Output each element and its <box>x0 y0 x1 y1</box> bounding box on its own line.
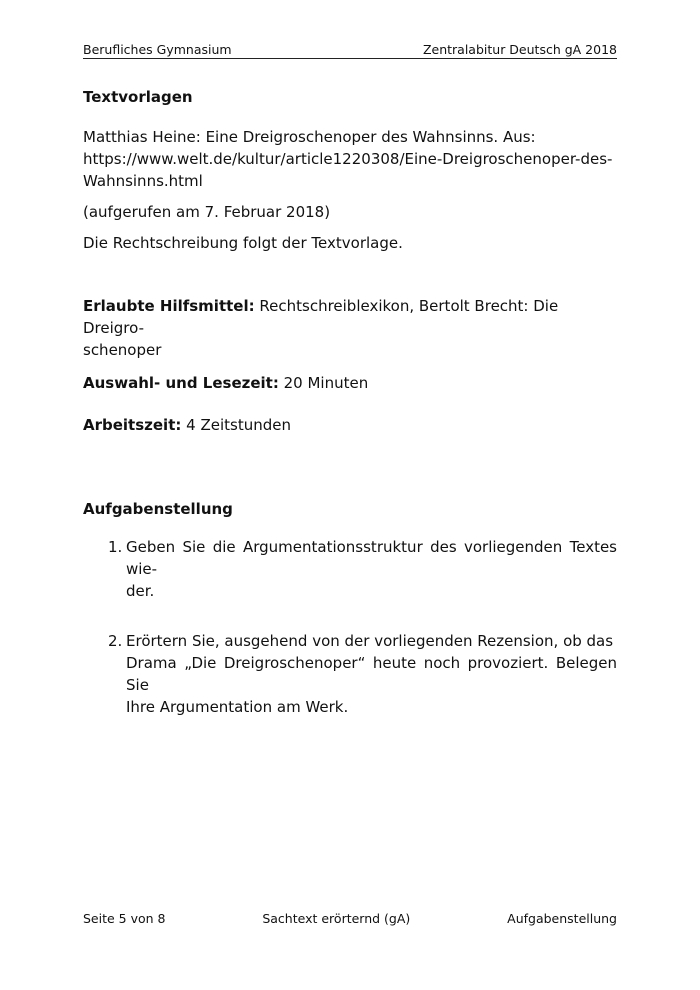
header-exam: Zentralabitur Deutsch gA 2018 <box>422 42 617 57</box>
task-text <box>125 630 617 718</box>
working-time <box>83 414 617 436</box>
source-line: Matthias Heine: Eine Dreigroschenoper des Wahnsinns. Aus: <box>83 128 536 146</box>
task-item <box>83 536 617 602</box>
accessed-date: (aufgerufen am 7. Februar 2018) <box>83 203 331 221</box>
spelling-note: Die Rechtschreibung folgt der Textvorlage. <box>83 234 403 252</box>
task-text-line: Geben Sie die Argumentationsstruktur des vorliegenden Textes wie- <box>126 538 617 578</box>
task-text-line: Drama „Die Dreigroschenoper“ heute noch provoziert. Belegen Sie <box>126 654 617 694</box>
aufgabenstellung-heading: Aufgabenstellung <box>83 500 233 518</box>
page-header <box>83 42 617 59</box>
allowed-aids-value: Rechtschreiblexikon, Bertolt Brecht: Die Dreigro- <box>83 297 559 337</box>
task-text-line: der. <box>126 582 155 600</box>
allowed-aids <box>83 295 617 361</box>
header-school: Berufliches Gymnasium <box>83 42 232 57</box>
allowed-aids-value: schenoper <box>83 341 162 359</box>
page-content <box>83 86 617 718</box>
working-time-label: Arbeitszeit: <box>83 416 182 434</box>
source-url-line: https://www.welt.de/kultur/article1220308/Eine-Dreigroschenoper-des- <box>83 150 613 168</box>
reading-time-label: Auswahl- und Lesezeit: <box>83 374 279 392</box>
footer-page-number: Seite 5 von 8 <box>83 911 166 926</box>
task-list <box>83 536 617 718</box>
task-text <box>125 536 617 602</box>
task-number: 2. <box>108 632 123 650</box>
reading-time <box>83 372 617 394</box>
page-footer <box>83 911 617 926</box>
task-item <box>83 630 617 718</box>
working-time-value: 4 Zeitstunden <box>186 416 291 434</box>
footer-title: Sachtext erörternd (gA) <box>262 911 411 926</box>
task-number: 1. <box>108 538 123 556</box>
task-text-line: Ihre Argumentation am Werk. <box>126 698 349 716</box>
footer-section: Aufgabenstellung <box>507 911 617 926</box>
task-text-line: Erörtern Sie, ausgehend von der vorliegenden Rezension, ob das <box>126 632 614 650</box>
allowed-aids-label: Erlaubte Hilfsmittel: <box>83 297 255 315</box>
reading-time-value: 20 Minuten <box>283 374 369 392</box>
textvorlagen-heading: Textvorlagen <box>83 88 193 106</box>
source-url-line: Wahnsinns.html <box>83 172 203 190</box>
source-reference <box>83 126 617 192</box>
